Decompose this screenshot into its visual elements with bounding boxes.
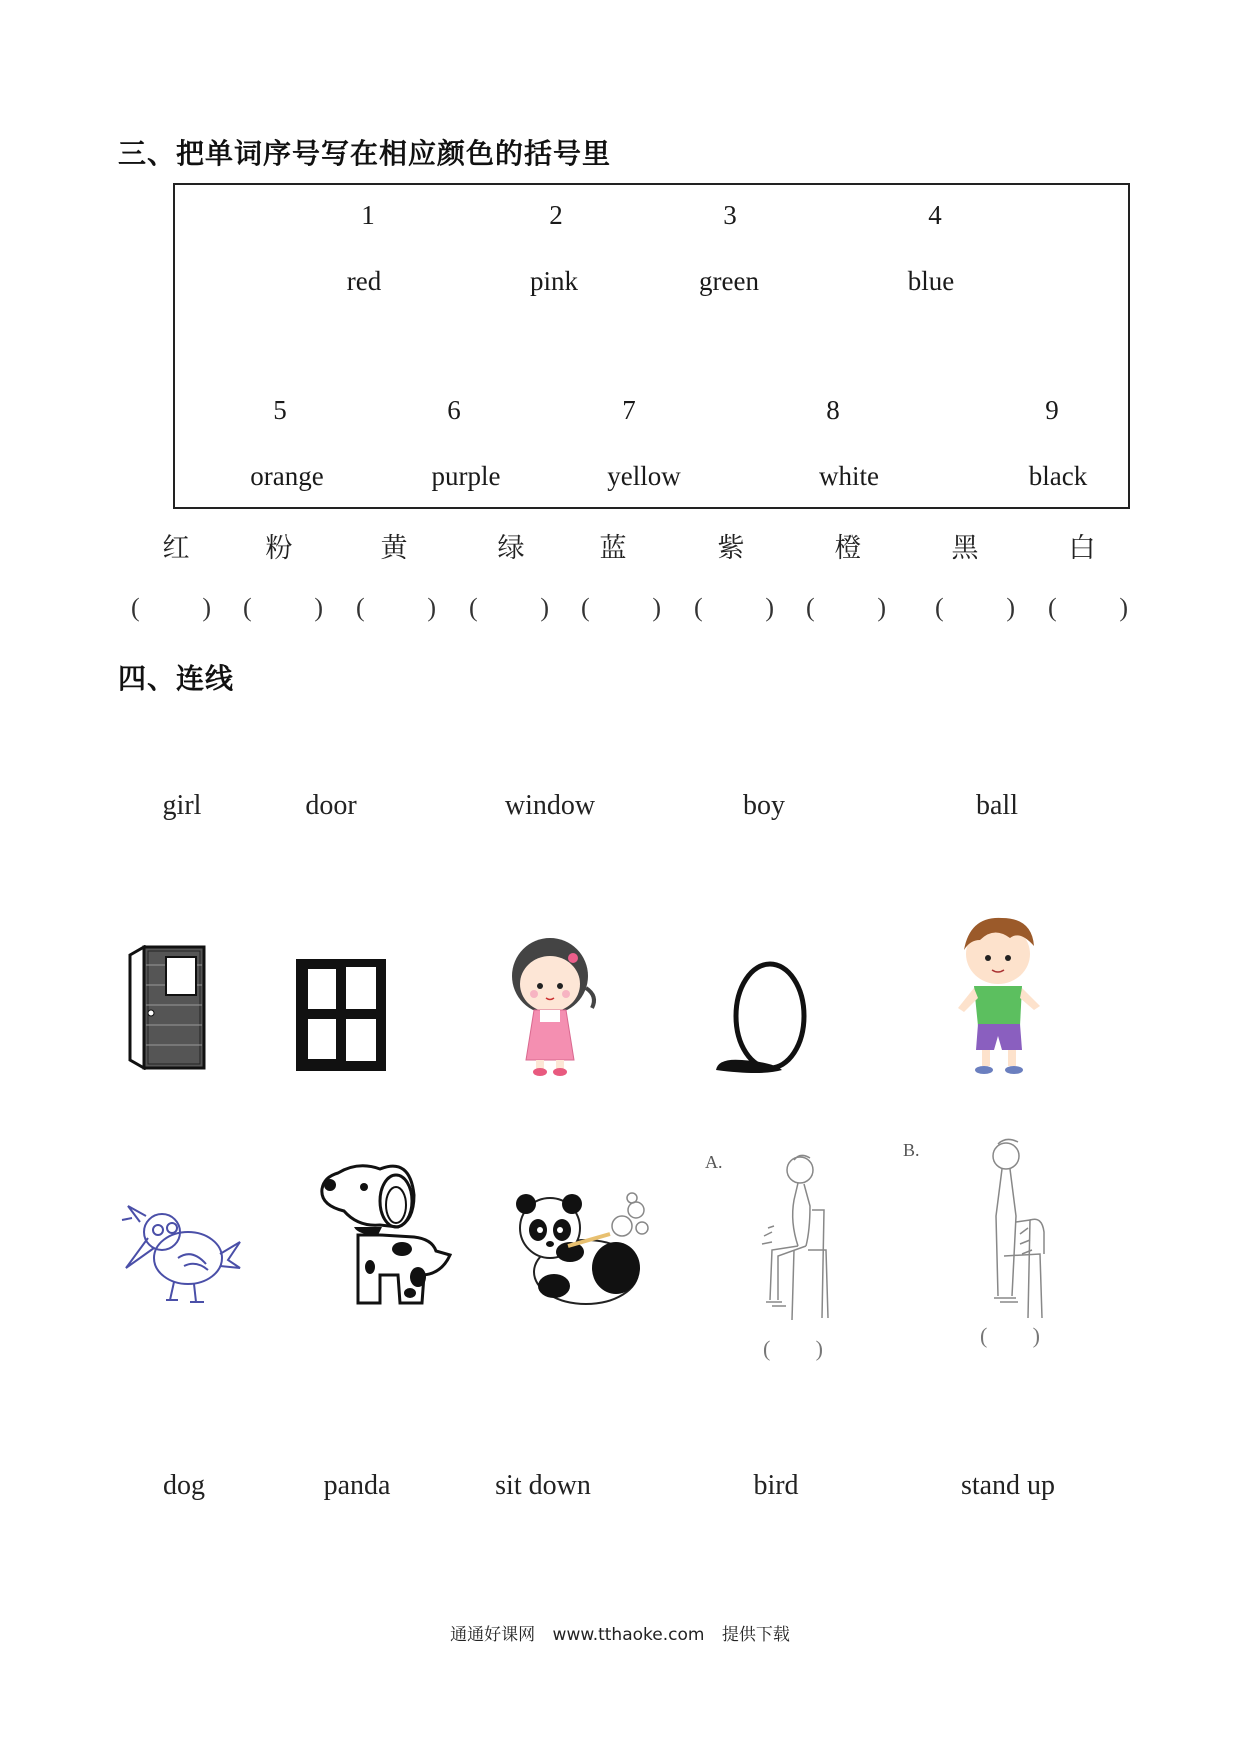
word-number: 8 <box>826 395 840 425</box>
match-word-bottom[interactable]: bird <box>753 1470 799 1501</box>
color-word: pink <box>529 266 578 296</box>
color-word: red <box>346 266 382 296</box>
girl-icon[interactable] <box>500 928 602 1078</box>
answer-blank[interactable]: ( ) <box>243 593 323 622</box>
answer-blank-a[interactable]: ( ) <box>763 1336 823 1361</box>
option-label-a: A. <box>705 1152 723 1172</box>
match-word-top[interactable]: girl <box>162 790 202 821</box>
word-number: 4 <box>928 200 942 230</box>
answer-blank[interactable]: ( ) <box>935 593 1015 622</box>
footer-site-name: 通通好课网 <box>450 1625 536 1645</box>
match-word-top[interactable]: ball <box>976 790 1018 821</box>
color-word: black <box>1028 461 1088 491</box>
color-word: yellow <box>607 461 681 491</box>
section3-title: 三、把单词序号写在相应颜色的括号里 <box>118 137 612 170</box>
answer-blank[interactable]: ( ) <box>356 593 436 622</box>
sitting-person-icon[interactable] <box>748 1150 848 1330</box>
match-word-bottom[interactable]: sit down <box>495 1470 591 1501</box>
color-word: orange <box>250 461 324 491</box>
window-icon[interactable] <box>292 955 392 1075</box>
color-word: blue <box>907 266 955 296</box>
answer-blank[interactable]: ( ) <box>581 593 661 622</box>
option-label-b: B. <box>903 1140 920 1160</box>
chinese-color: 粉 <box>265 533 293 564</box>
match-word-bottom[interactable]: panda <box>323 1470 391 1501</box>
word-number: 5 <box>273 395 287 425</box>
chinese-color: 白 <box>1068 533 1096 564</box>
panda-icon[interactable] <box>510 1188 660 1308</box>
word-number: 2 <box>549 200 563 230</box>
answer-blank[interactable]: ( ) <box>806 593 886 622</box>
color-word: white <box>819 461 879 491</box>
answer-blank[interactable]: ( ) <box>469 593 549 622</box>
match-word-top[interactable]: window <box>504 790 596 821</box>
color-word: purple <box>431 461 501 491</box>
door-icon[interactable] <box>122 945 208 1070</box>
boy-icon[interactable] <box>950 910 1050 1078</box>
chinese-color: 红 <box>162 533 190 564</box>
word-number: 3 <box>723 200 737 230</box>
standing-person-icon[interactable] <box>960 1136 1060 1326</box>
answer-blank[interactable]: ( ) <box>694 593 774 622</box>
match-word-top[interactable]: door <box>305 790 357 821</box>
chinese-color: 黄 <box>380 533 408 564</box>
word-number: 1 <box>361 200 375 230</box>
ball-icon[interactable] <box>712 958 812 1080</box>
answer-blank[interactable]: ( ) <box>131 593 211 622</box>
section4-title: 四、连线 <box>118 662 235 695</box>
match-word-top[interactable]: boy <box>743 790 785 821</box>
answer-blank-b[interactable]: ( ) <box>980 1323 1040 1348</box>
chinese-color: 橙 <box>834 533 862 564</box>
word-number: 6 <box>447 395 461 425</box>
color-word: green <box>699 266 759 296</box>
match-word-bottom[interactable]: stand up <box>960 1470 1056 1501</box>
bird-icon[interactable] <box>118 1198 242 1308</box>
match-word-bottom[interactable]: dog <box>163 1470 205 1501</box>
chinese-color: 绿 <box>497 533 525 564</box>
footer <box>0 1620 1240 1645</box>
answer-blank[interactable]: ( ) <box>1048 593 1128 622</box>
chinese-color: 蓝 <box>599 533 627 564</box>
word-number: 9 <box>1045 395 1059 425</box>
chinese-color: 紫 <box>717 533 745 564</box>
chinese-color: 黑 <box>951 533 979 564</box>
word-number: 7 <box>622 395 636 425</box>
footer-url[interactable]: www.tthaoke.com <box>552 1625 705 1645</box>
dog-icon[interactable] <box>318 1155 454 1311</box>
footer-suffix: 提供下载 <box>721 1625 790 1645</box>
